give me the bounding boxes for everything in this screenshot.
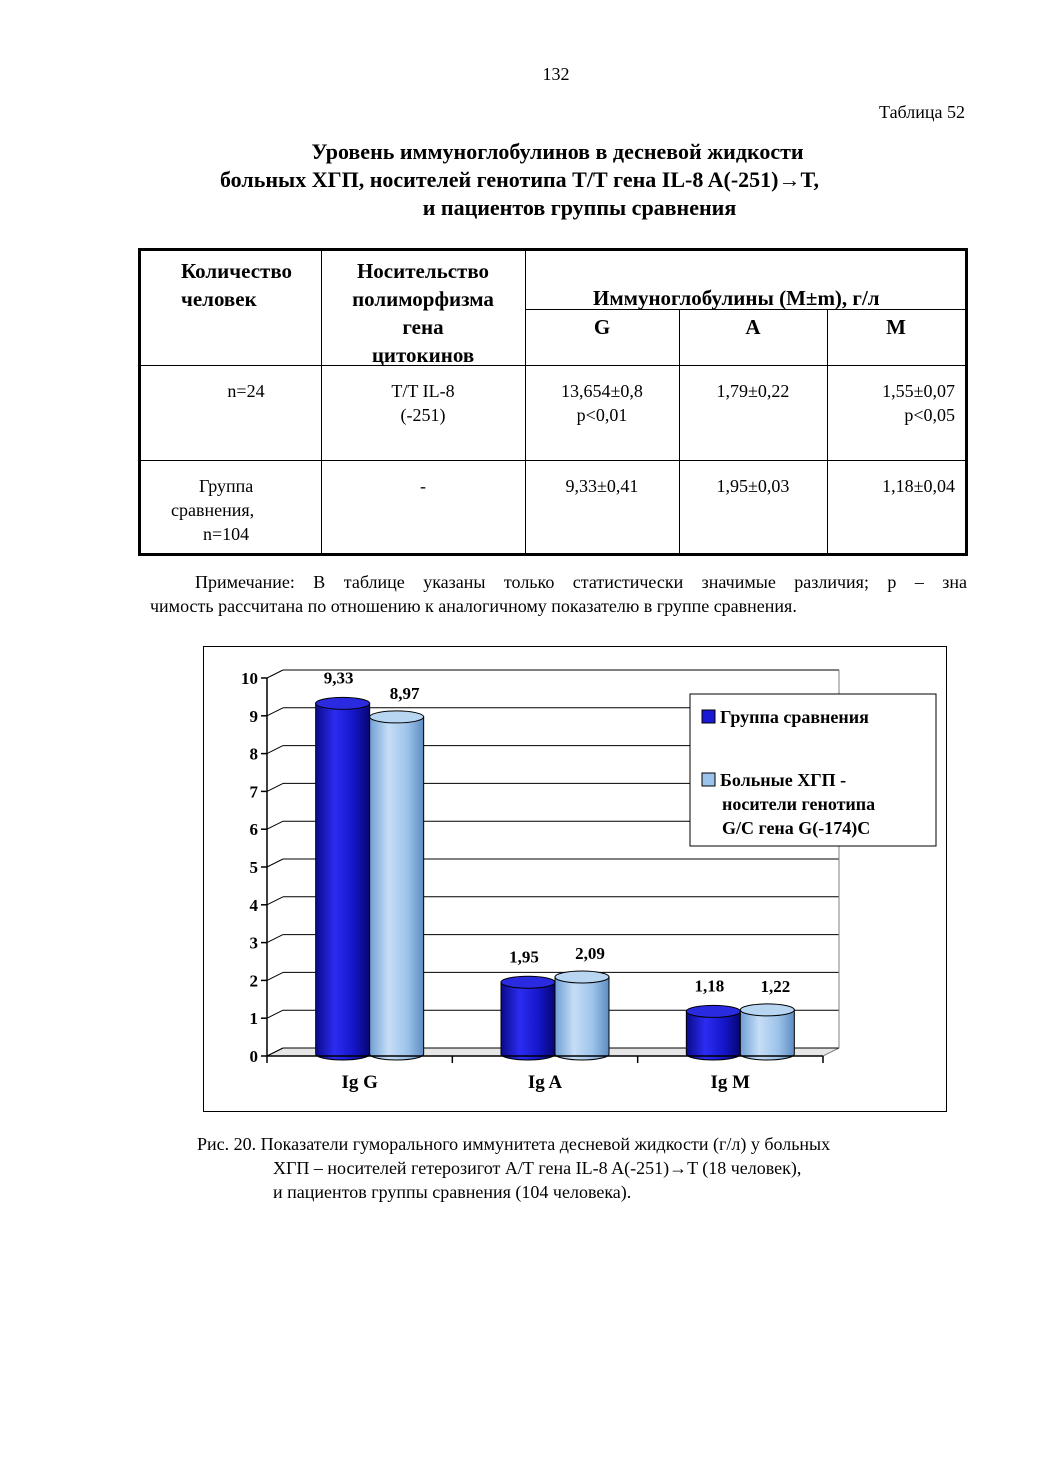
data-label: 1,22	[760, 976, 791, 996]
table-row-1-m: 1,55±0,07 p<0,05	[882, 381, 955, 425]
legend-label: Больные ХГП -	[720, 770, 847, 790]
data-label: 1,18	[694, 976, 725, 996]
table-title-line-2: больных ХГП, носителей генотипа Т/Т гена IL-8 A(-251)→T,	[219, 167, 820, 192]
table-label: Таблица 52	[879, 102, 965, 122]
gridline-side	[267, 1010, 283, 1018]
x-tick-label: Ig A	[527, 1072, 563, 1093]
y-tick-label: 0	[249, 1047, 258, 1066]
header-carrier: Носительство полиморфизма гена цитокинов	[352, 259, 494, 367]
y-tick-label: 1	[249, 1009, 258, 1029]
bar	[501, 982, 555, 1060]
y-tick-label: 6	[249, 820, 258, 840]
table-row-1-g: 13,654±0,8 p<0,01	[561, 381, 643, 425]
y-tick-label: 2	[249, 971, 258, 991]
legend-swatch	[702, 710, 715, 723]
x-tick-label: Ig M	[710, 1072, 751, 1093]
data-label: 8,97	[389, 683, 420, 703]
table-row-2-a: 1,95±0,03	[716, 476, 790, 496]
y-tick-label: 9	[249, 706, 258, 726]
gridline-side	[267, 859, 283, 867]
bar-top	[740, 1004, 794, 1016]
bar-top	[686, 1005, 740, 1017]
data-label: 9,33	[323, 668, 354, 688]
bar-top	[316, 697, 370, 709]
bar	[316, 703, 370, 1060]
legend-label: носители генотипа	[722, 794, 876, 814]
y-tick-label: 7	[249, 782, 258, 802]
header-immunoglobulins: Иммуноглобулины (M±m), г/л	[593, 286, 880, 310]
x-tick-label: Ig G	[341, 1072, 378, 1093]
gridline-side	[267, 670, 283, 678]
y-tick-label: 4	[249, 895, 258, 915]
table-row-1-a: 1,79±0,22	[716, 381, 790, 401]
bar	[370, 717, 424, 1060]
table-row-2-m: 1,18±0,04	[882, 476, 955, 496]
table-row-2-g: 9,33±0,41	[565, 476, 639, 496]
bar-top	[370, 711, 424, 723]
table-row-2-carrier: -	[420, 476, 426, 496]
bar-top	[555, 971, 609, 983]
table-row-1-carrier: T/T IL-8 (-251)	[391, 381, 455, 425]
bar	[740, 1010, 794, 1060]
header-g: G	[593, 315, 611, 339]
gridline-side	[267, 972, 283, 980]
bar	[686, 1011, 740, 1060]
header-m: M	[886, 315, 906, 339]
legend-label: Группа сравнения	[720, 707, 869, 727]
page-number: 132	[542, 64, 570, 84]
gridline-side	[267, 746, 283, 754]
bar-top	[501, 976, 555, 988]
gridline-side	[267, 783, 283, 791]
gridline-side	[267, 897, 283, 905]
y-tick-label: 5	[249, 858, 258, 877]
bar	[555, 977, 609, 1060]
data-table	[138, 248, 968, 556]
gridline-side	[267, 708, 283, 716]
table-row-1-count: n=24	[227, 381, 265, 401]
figure-caption: Рис. 20. Показатели гуморального иммунитета десневой жидкости (г/л) у больных ХГП – носителей гетерозигот А/Т гена IL-8 A(-251)→T (18 человек), и пациентов группы сравнения (104 человека).	[197, 1134, 831, 1202]
legend-label: G/C гена G(-174)C	[722, 818, 871, 838]
table-title-line-1: Уровень иммуноглобулинов в десневой жидкости	[311, 139, 804, 164]
y-tick-label: 3	[249, 933, 258, 953]
data-label: 2,09	[575, 943, 605, 963]
data-label: 1,95	[509, 947, 539, 967]
bar-chart	[203, 646, 947, 1112]
y-tick-label: 10	[241, 669, 258, 688]
gridline-side	[267, 821, 283, 829]
header-a: A	[745, 315, 761, 339]
table-title-line-3: и пациентов группы сравнения	[422, 195, 737, 220]
table-row-2-count: Группа сравнения, n=104	[171, 476, 255, 544]
gridline-side	[267, 935, 283, 943]
y-tick-label: 8	[249, 744, 258, 764]
legend-swatch	[702, 773, 715, 786]
table-note: Примечание: В таблице указаны только статистически значимые различия; р – зна чимость рассчитана по отношению к аналогичному показателю в группе сравнения.	[150, 572, 967, 616]
header-count: Количество человек	[181, 259, 293, 311]
